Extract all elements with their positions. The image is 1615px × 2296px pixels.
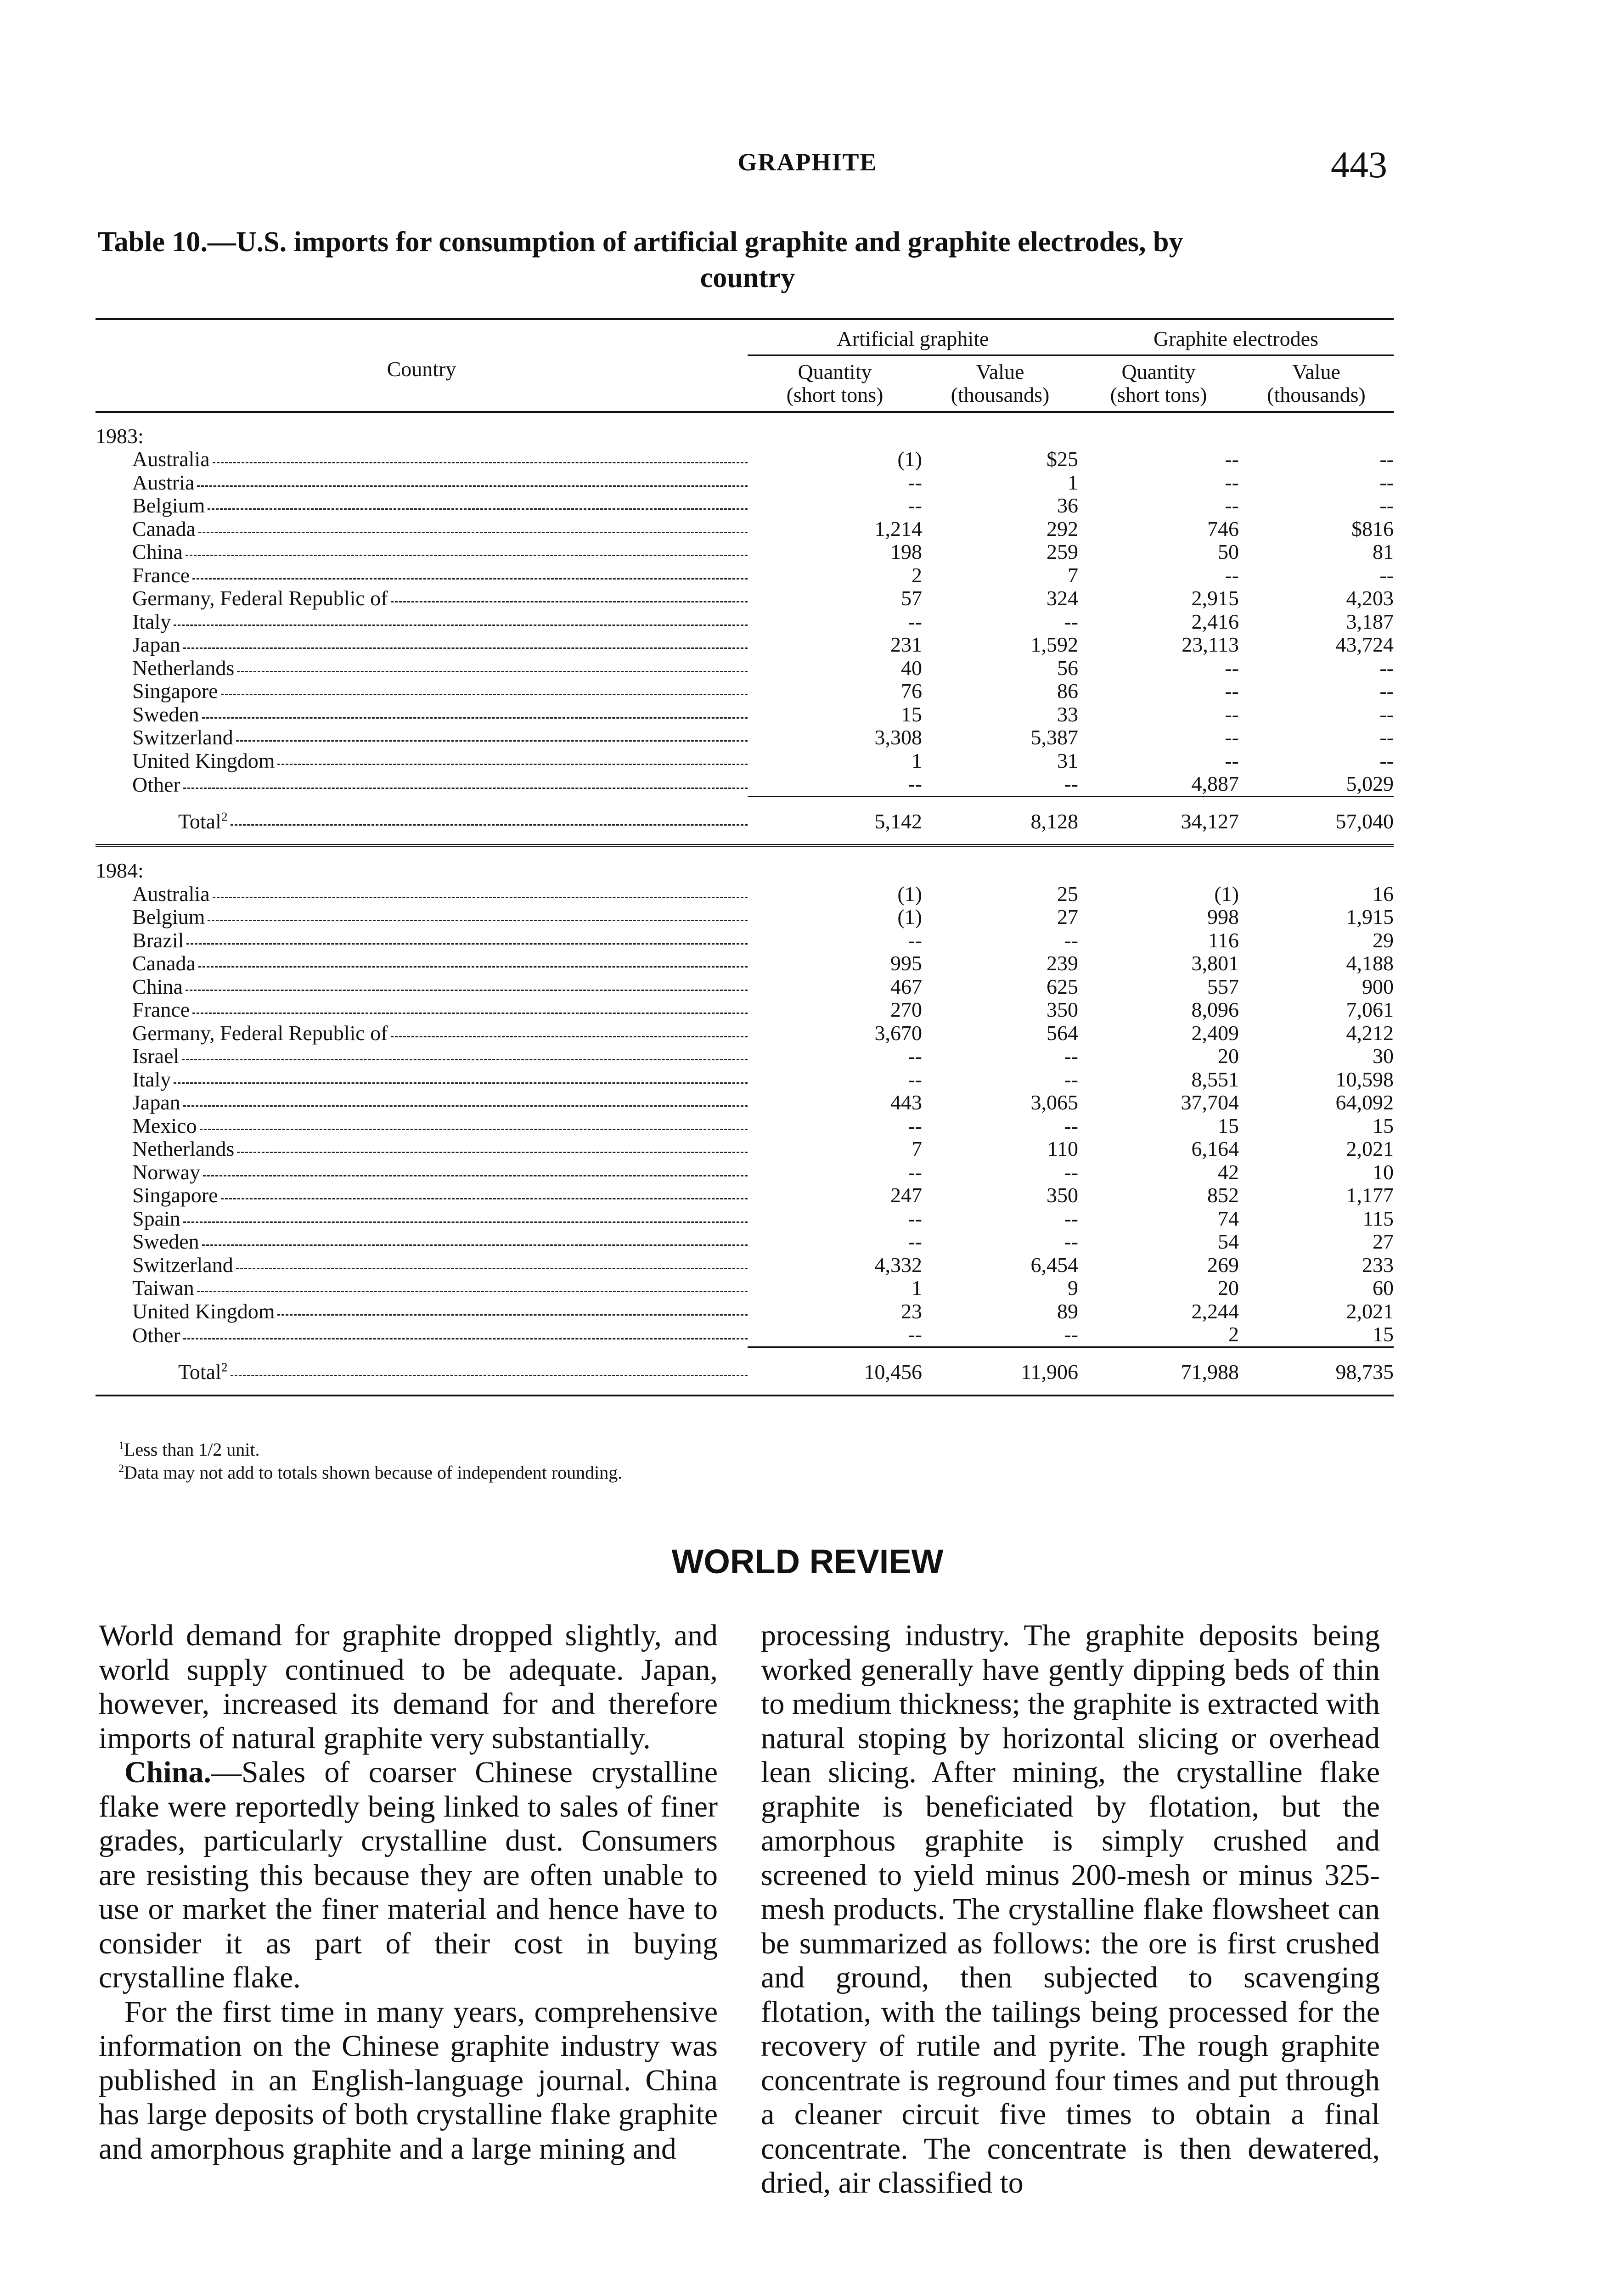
cell-e-val: 15 [1373, 1322, 1394, 1346]
footnote-1: $^1$Less than 1/2 unit. [118, 1439, 260, 1460]
cell-e-val: 27 [1373, 1230, 1394, 1253]
country-name: Canada [132, 951, 196, 975]
cell-a-val: 1,592 [1030, 633, 1078, 656]
cell-a-qty: 2 [912, 563, 922, 587]
total-a-qty: 10,456 [748, 1347, 922, 1396]
total-label: Total$^2$ [178, 1360, 228, 1384]
cell-a-qty: -- [908, 609, 922, 633]
country-name: Canada [132, 517, 196, 540]
table-row [96, 1230, 1394, 1254]
cell-a-val: 9 [1068, 1276, 1078, 1300]
cell-e-qty: 2,409 [1191, 1021, 1239, 1045]
cell-a-val: 56 [1057, 656, 1078, 680]
country-name: Other [132, 1323, 180, 1347]
cell-a-val: 110 [1047, 1137, 1078, 1160]
cell-a-qty: 40 [901, 656, 922, 680]
cell-a-val: $25 [1047, 447, 1078, 471]
cell-a-val: -- [1064, 1114, 1078, 1137]
table-row [96, 1022, 1394, 1045]
table-row [96, 494, 1394, 518]
cell-e-qty: 42 [1218, 1160, 1239, 1184]
cell-e-val: 81 [1373, 540, 1394, 563]
cell-e-val: -- [1379, 656, 1394, 680]
cell-e-val: 29 [1373, 928, 1394, 952]
table-row [96, 1114, 1394, 1138]
cell-e-val: 16 [1373, 882, 1394, 906]
cell-e-qty: 269 [1207, 1253, 1239, 1277]
cell-e-val: -- [1379, 679, 1394, 703]
cell-e-qty: 4,887 [1191, 772, 1239, 795]
cell-e-val: 60 [1373, 1276, 1394, 1300]
cell-e-val: 5,029 [1346, 772, 1394, 795]
table-row [96, 749, 1394, 773]
cell-a-qty: 198 [890, 540, 922, 563]
col-artificial-quantity: Quantity (short tons) [748, 355, 922, 412]
country-name: Australia [132, 447, 210, 471]
cell-a-val: 239 [1047, 951, 1078, 975]
table-row [96, 518, 1394, 541]
year-label: 1984: [96, 859, 144, 882]
cell-a-qty: -- [908, 772, 922, 795]
cell-e-qty: 852 [1207, 1183, 1239, 1207]
cell-a-qty: 270 [890, 998, 922, 1021]
cell-e-qty: 54 [1218, 1230, 1239, 1253]
cell-a-qty: -- [908, 1206, 922, 1230]
cell-e-val: -- [1379, 748, 1394, 772]
cell-a-qty: (1) [897, 905, 922, 929]
country-name: Norway [132, 1160, 201, 1184]
cell-a-val: 5,387 [1030, 726, 1078, 749]
cell-a-val: 25 [1057, 882, 1078, 906]
cell-a-qty: -- [908, 1230, 922, 1253]
section-heading: WORLD REVIEW [671, 1542, 944, 1581]
cell-e-val: 64,092 [1335, 1091, 1394, 1114]
cell-e-qty: -- [1225, 656, 1239, 680]
total-a-val: 8,128 [922, 796, 1078, 846]
cell-a-qty: 467 [890, 974, 922, 998]
table-row [96, 975, 1394, 999]
total-label: Total$^2$ [178, 809, 228, 833]
paragraph: China.—Sales of coarser Chinese crystalline flake were reportedly being linked to sales of finer grades, particularly crystalline dust. Consumers are resisting this because they are often unable to use or market the finer material and hence have to consider it as part of their cost in buying crystalline flake. [99, 1756, 718, 1994]
text-column-right [761, 1619, 1380, 2200]
country-name: Germany, Federal Republic of [132, 1021, 388, 1045]
cell-e-qty: -- [1225, 679, 1239, 703]
cell-a-val: 292 [1047, 517, 1078, 540]
table-row [96, 680, 1394, 703]
cell-a-val: -- [1064, 1067, 1078, 1091]
cell-a-val: -- [1064, 609, 1078, 633]
country-name: Other [132, 772, 180, 796]
cell-e-val: -- [1379, 726, 1394, 749]
cell-e-qty: 2 [1228, 1322, 1239, 1346]
cell-e-val: 3,187 [1346, 609, 1394, 633]
cell-e-qty: 50 [1218, 540, 1239, 563]
cell-a-val: 3,065 [1030, 1091, 1078, 1114]
country-name: Singapore [132, 679, 218, 703]
cell-e-val: 2,021 [1346, 1299, 1394, 1323]
cell-a-val: 27 [1057, 905, 1078, 929]
cell-a-qty: -- [908, 1322, 922, 1346]
col-country: Country [96, 319, 748, 412]
country-name: Sweden [132, 702, 199, 726]
country-name: Austria [132, 470, 195, 494]
cell-e-qty: 37,704 [1181, 1091, 1239, 1114]
cell-a-val: 31 [1057, 748, 1078, 772]
cell-e-val: 2,021 [1346, 1137, 1394, 1160]
cell-a-qty: 995 [890, 951, 922, 975]
cell-a-val: -- [1064, 1230, 1078, 1253]
cell-e-qty: 116 [1208, 928, 1239, 952]
total-e-qty: 71,988 [1078, 1347, 1239, 1396]
cell-a-qty: (1) [897, 882, 922, 906]
cell-a-val: -- [1064, 1322, 1078, 1346]
country-name: Belgium [132, 494, 205, 517]
cell-a-qty: 247 [890, 1183, 922, 1207]
table-row [96, 633, 1394, 657]
col-electrodes-value: Value (thousands) [1239, 355, 1394, 412]
cell-e-val: 1,915 [1346, 905, 1394, 929]
country-name: Italy [132, 1067, 171, 1091]
cell-e-qty: 2,416 [1191, 609, 1239, 633]
cell-a-qty: 15 [901, 702, 922, 726]
country-name: Brazil [132, 928, 184, 952]
table-row [96, 703, 1394, 726]
cell-e-qty: (1) [1214, 882, 1239, 906]
cell-e-val: -- [1379, 470, 1394, 494]
cell-a-val: 7 [1068, 563, 1078, 587]
col-electrodes-quantity: Quantity (short tons) [1078, 355, 1239, 412]
table-title-line2: country [700, 262, 795, 293]
table-row [96, 657, 1394, 680]
table-row [96, 610, 1394, 634]
cell-a-val: 350 [1047, 998, 1078, 1021]
country-name: Italy [132, 609, 171, 633]
cell-e-qty: 20 [1218, 1044, 1239, 1068]
cell-e-qty: -- [1225, 563, 1239, 587]
table-row [96, 1184, 1394, 1207]
cell-e-qty: -- [1225, 470, 1239, 494]
cell-a-val: 259 [1047, 540, 1078, 563]
table-row [96, 1068, 1394, 1092]
cell-a-qty: 57 [901, 586, 922, 610]
total-row [96, 1347, 1394, 1396]
table-row [96, 929, 1394, 952]
cell-e-val: 4,188 [1346, 951, 1394, 975]
cell-a-val: 33 [1057, 702, 1078, 726]
country-name: France [132, 563, 190, 587]
cell-a-qty: 1 [912, 748, 922, 772]
cell-e-val: -- [1379, 702, 1394, 726]
table-row [96, 471, 1394, 495]
cell-e-val: 30 [1373, 1044, 1394, 1068]
cell-a-val: -- [1064, 1160, 1078, 1184]
cell-a-qty: -- [908, 1114, 922, 1137]
country-name: Japan [132, 633, 180, 656]
cell-e-qty: -- [1225, 494, 1239, 517]
cell-a-val: -- [1064, 928, 1078, 952]
cell-a-qty: 231 [890, 633, 922, 656]
cell-a-val: -- [1064, 1044, 1078, 1068]
country-name: Mexico [132, 1114, 197, 1137]
cell-e-val: 15 [1373, 1114, 1394, 1137]
cell-a-val: 6,454 [1030, 1253, 1078, 1277]
cell-e-qty: -- [1225, 748, 1239, 772]
country-name: United Kingdom [132, 748, 275, 772]
table-row [96, 883, 1394, 906]
table-header-groups [96, 319, 1394, 355]
table-title-line1: Table 10.—U.S. imports for consumption of artificial graphite and graphite electrodes, by [98, 226, 1183, 258]
cell-e-val: 7,061 [1346, 998, 1394, 1021]
cell-e-val: 115 [1362, 1206, 1394, 1230]
total-a-qty: 5,142 [748, 796, 922, 846]
cell-e-qty: 746 [1207, 517, 1239, 540]
table-row [96, 540, 1394, 564]
paragraph: World demand for graphite dropped slightly, and world supply continued to be adequate. Japan, however, increased its demand for and therefore imports of natural graphite very substantially. [99, 1619, 718, 1755]
cell-e-qty: 15 [1218, 1114, 1239, 1137]
cell-e-qty: 998 [1207, 905, 1239, 929]
country-name: Switzerland [132, 1253, 233, 1277]
table-row [96, 1277, 1394, 1300]
cell-a-qty: (1) [897, 447, 922, 471]
cell-e-qty: 2,915 [1191, 586, 1239, 610]
cell-e-val: 1,177 [1346, 1183, 1394, 1207]
cell-e-qty: 20 [1218, 1276, 1239, 1300]
table-row [96, 726, 1394, 749]
cell-a-val: 625 [1047, 974, 1078, 998]
total-e-val: 98,735 [1239, 1347, 1394, 1396]
cell-a-val: 89 [1057, 1299, 1078, 1323]
cell-e-qty: 557 [1207, 974, 1239, 998]
country-name: Taiwan [132, 1276, 194, 1300]
paragraph: processing industry. The graphite deposits being worked generally have gently dipping beds of thin to medium thickness; the graphite is extracted with natural stoping by horizontal slicing or overhead lean slicing. After mining, the crystalline flake graphite is beneficiated by flotation, but the amorphous graphite is simply crushed and screened to yield minus 200-mesh or minus 325-mesh products. The crystalline flake flowsheet can be summarized as follows: the ore is first crushed and ground, then subjected to scavenging flotation, with the tailings being processed for the recovery of rutile and pyrite. The rough graphite concentrate is reground four times and put through a cleaner circuit five times to obtain a final concentrate. The concentrate is then dewatered, dried, air classified to [761, 1619, 1380, 2200]
cell-a-val: 324 [1047, 586, 1078, 610]
paragraph: For the first time in many years, comprehensive information on the Chinese graphite industry was published in an English-language journal. China has large deposits of both crystalline flake graphite and amorphous graphite and a large mining and [99, 1995, 718, 2166]
cell-a-val: 350 [1047, 1183, 1078, 1207]
cell-a-val: 86 [1057, 679, 1078, 703]
country-name: Australia [132, 882, 210, 906]
country-name: Netherlands [132, 656, 235, 680]
cell-e-val: -- [1379, 494, 1394, 517]
cell-a-qty: 7 [912, 1137, 922, 1160]
table-row [96, 1254, 1394, 1277]
total-row [96, 796, 1394, 846]
cell-e-qty: 2,244 [1191, 1299, 1239, 1323]
running-title: GRAPHITE [737, 148, 878, 176]
cell-a-qty: 23 [901, 1299, 922, 1323]
cell-e-qty: -- [1225, 447, 1239, 471]
country-name: Belgium [132, 905, 205, 929]
group-graphite-electrodes: Graphite electrodes [1078, 319, 1394, 355]
cell-a-val: 1 [1068, 470, 1078, 494]
table-row [96, 1207, 1394, 1231]
total-e-val: 57,040 [1239, 796, 1394, 846]
cell-e-qty: 74 [1218, 1206, 1239, 1230]
cell-a-val: 36 [1057, 494, 1078, 517]
cell-e-val: $816 [1351, 517, 1394, 540]
year-1983-section [96, 412, 1394, 797]
table-row [96, 1137, 1394, 1161]
country-name: United Kingdom [132, 1299, 275, 1323]
cell-e-qty: 8,096 [1191, 998, 1239, 1021]
table-row [96, 1161, 1394, 1184]
cell-e-qty: 6,164 [1191, 1137, 1239, 1160]
cell-e-qty: 8,551 [1191, 1067, 1239, 1091]
country-name: Israel [132, 1044, 180, 1068]
cell-e-val: 4,212 [1346, 1021, 1394, 1045]
cell-e-val: 10,598 [1335, 1067, 1394, 1091]
cell-e-val: -- [1379, 447, 1394, 471]
country-name: Sweden [132, 1230, 199, 1253]
cell-a-qty: 1,214 [874, 517, 922, 540]
table-row [96, 1091, 1394, 1114]
table-row [96, 998, 1394, 1022]
cell-e-qty: -- [1225, 726, 1239, 749]
cell-a-val: -- [1064, 1206, 1078, 1230]
footnote-2: $^2$Data may not add to totals shown because of independent rounding. [118, 1462, 623, 1483]
country-name: China [132, 974, 183, 998]
group-artificial-graphite: Artificial graphite [748, 319, 1078, 355]
table-row [96, 1045, 1394, 1068]
cell-a-qty: -- [908, 470, 922, 494]
table-row [96, 952, 1394, 975]
table-row [96, 772, 1394, 796]
cell-a-val: -- [1064, 772, 1078, 795]
cell-a-qty: 3,670 [874, 1021, 922, 1045]
table-row [96, 564, 1394, 587]
country-name: Japan [132, 1091, 180, 1114]
cell-a-qty: -- [908, 1160, 922, 1184]
cell-a-qty: -- [908, 1067, 922, 1091]
country-name: Germany, Federal Republic of [132, 586, 388, 610]
year-1984-section [96, 846, 1394, 1347]
page-number: 443 [1331, 144, 1387, 186]
cell-e-val: 233 [1362, 1253, 1394, 1277]
cell-a-qty: 443 [890, 1091, 922, 1114]
cell-e-qty: 23,113 [1182, 633, 1239, 656]
country-name: China [132, 540, 183, 563]
text-column-left [99, 1619, 718, 2166]
table-title [98, 224, 1397, 296]
total-e-qty: 34,127 [1078, 796, 1239, 846]
cell-e-val: 10 [1373, 1160, 1394, 1184]
imports-table [96, 318, 1394, 1396]
col-artificial-value: Value (thousands) [922, 355, 1078, 412]
table-row [96, 448, 1394, 471]
cell-a-qty: 3,308 [874, 726, 922, 749]
total-a-val: 11,906 [922, 1347, 1078, 1396]
cell-a-qty: -- [908, 928, 922, 952]
country-name: Netherlands [132, 1137, 235, 1160]
table-row [96, 1300, 1394, 1323]
country-name: Singapore [132, 1183, 218, 1207]
year-1983-total [96, 796, 1394, 846]
cell-a-qty: 76 [901, 679, 922, 703]
cell-a-val: 564 [1047, 1021, 1078, 1045]
country-name: France [132, 998, 190, 1021]
table-row [96, 1323, 1394, 1347]
cell-e-val: 4,203 [1346, 586, 1394, 610]
cell-e-val: -- [1379, 563, 1394, 587]
cell-a-qty: 1 [912, 1276, 922, 1300]
cell-a-qty: -- [908, 1044, 922, 1068]
cell-e-qty: -- [1225, 702, 1239, 726]
table-row [96, 587, 1394, 610]
year-1984-total [96, 1347, 1394, 1396]
cell-e-qty: 3,801 [1191, 951, 1239, 975]
country-name: Switzerland [132, 726, 233, 749]
cell-a-qty: 4,332 [874, 1253, 922, 1277]
table-row [96, 906, 1394, 929]
year-label: 1983: [96, 424, 144, 448]
cell-a-qty: -- [908, 494, 922, 517]
cell-e-val: 900 [1362, 974, 1394, 998]
country-name: Spain [132, 1206, 180, 1230]
cell-e-val: 43,724 [1335, 633, 1394, 656]
